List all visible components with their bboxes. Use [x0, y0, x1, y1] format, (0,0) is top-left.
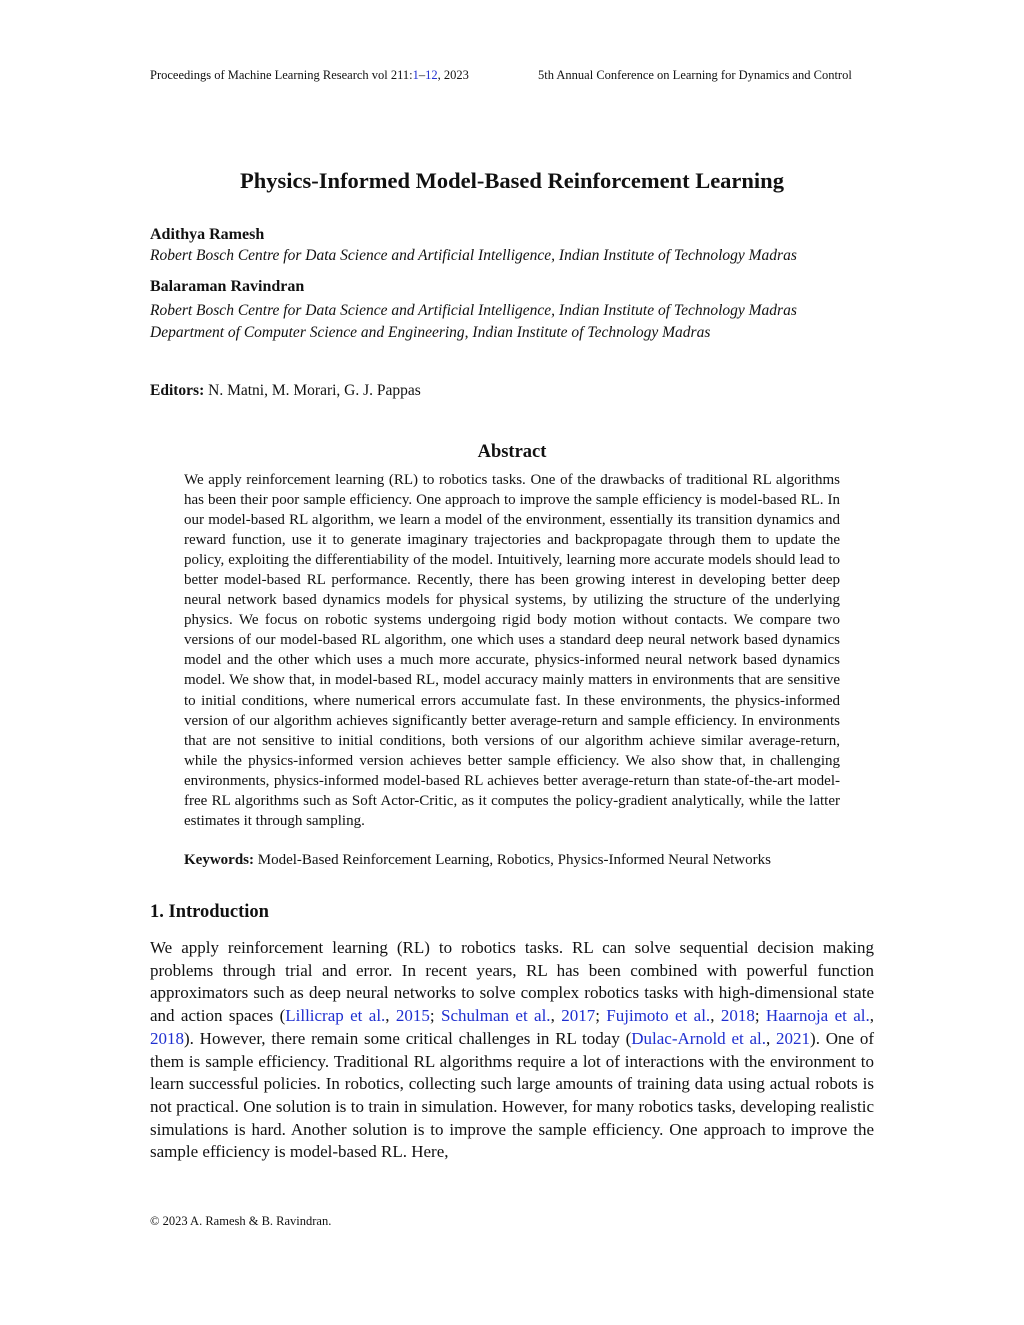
copyright-footer: © 2023 A. Ramesh & B. Ravindran. [150, 1214, 332, 1228]
author-name: Balaraman Ravindran [150, 278, 305, 295]
keywords-line: Keywords: Model-Based Reinforcement Learning, Robotics, Physics-Informed Neural Networks [184, 852, 771, 868]
citation-link[interactable]: Fujimoto et al. [606, 1006, 711, 1026]
citation-year-link[interactable]: 2017 [561, 1006, 596, 1026]
abstract-body: We apply reinforcement learning (RL) to robotics tasks. One of the drawbacks of traditional RL algorithms has been their poor sample efficiency. One approach to improve the sample efficiency is model-based RL. In our model-based RL algorithm, we learn a model of the environment, essentially its transition dynamics and reward function, use it to generate imaginary trajectories and backpropagate through them to update the policy, exploiting the differentiability of the model. Intuitively, learning more accurate models should lead to better model-based RL performance. Recently, there has been growing interest in developing better deep neural network based dynamics models for physical systems, by utilizing the structure of the underlying physics. We focus on robotic systems undergoing rigid body motion without contacts. We compare two versions of our model-based RL algorithm, one which uses a standard deep neural network based dynamics model and the other which uses a much more accurate, physics-informed neural network based dynamics model. We show that, in model-based RL, model accuracy mainly matters in environments that are sensitive to initial conditions, where numerical errors accumulate fast. In these environments, the physics-informed version of our algorithm achieves significantly better average-return and sample efficiency. In environments that are not sensitive to initial conditions, both versions of our algorithm achieve similar average-return, while the physics-informed version achieves better sample efficiency. We also show that, in challenging environments, physics-informed model-based RL achieves better average-return than state-of-the-art model-free RL algorithms such as Soft Actor-Critic, as it computes the policy-gradient analytically, while the latter estimates it through sampling. [184, 472, 840, 829]
introduction-paragraph: We apply reinforcement learning (RL) to robotics tasks. RL can solve sequential decision making problems through trial and error. In recent years, RL has been combined with powerful function approximators such as deep neural networks to solve complex robotics tasks with high-dimensional state and action spaces (Lillicrap et al., 2015; Schulman et al., 2017; Fujimoto et al., 2018; Haarnoja et al., 2018). However, there remain some critical challenges in RL today (Dulac-Arnold et al., 2021). One of them is sample efficiency. Traditional RL algorithms require a lot of interactions with the environment to learn successful policies. In robotics, collecting such large amounts of training data using actual robots is not practical. One solution is to train in simulation. However, for many robotics tasks, developing realistic simulations is hard. Another solution is to improve the sample efficiency. One approach to improve the sample efficiency is model-based RL. Here, [150, 938, 875, 1162]
editors-line: Editors: N. Matni, M. Morari, G. J. Pappas [150, 382, 421, 399]
page-range-end-link[interactable]: 12 [425, 68, 438, 82]
citation-link[interactable]: Schulman et al. [441, 1006, 551, 1026]
author-affiliation: Robert Bosch Centre for Data Science and Artificial Intelligence, Indian Institute of Technology Madras [150, 247, 797, 264]
paper-title: Physics-Informed Model-Based Reinforcement Learning [240, 168, 784, 193]
citation-year-link[interactable]: 2018 [150, 1028, 184, 1048]
citation-link[interactable]: Dulac-Arnold et al. [631, 1028, 767, 1048]
abstract-heading: Abstract [477, 442, 547, 462]
keywords-list: Model-Based Reinforcement Learning, Robotics, Physics-Informed Neural Networks [257, 852, 771, 868]
author-name: Adithya Ramesh [150, 226, 265, 243]
author-affiliation: Department of Computer Science and Engineering, Indian Institute of Technology Madras [150, 324, 711, 341]
editors-names: N. Matni, M. Morari, G. J. Pappas [208, 382, 421, 399]
citation-year-link[interactable]: 2021 [776, 1028, 811, 1048]
citation-link[interactable]: Lillicrap et al. [285, 1006, 386, 1026]
author-affiliation: Robert Bosch Centre for Data Science and Artificial Intelligence, Indian Institute of Technology Madras [150, 302, 797, 319]
page-range-start-link[interactable]: 1 [412, 68, 419, 82]
citation-year-link[interactable]: 2018 [720, 1006, 755, 1026]
header-conference: 5th Annual Conference on Learning for Dynamics and Control [538, 68, 852, 82]
section-heading-introduction: 1. Introduction [150, 902, 269, 922]
header-journal: Proceedings of Machine Learning Research vol 211:1–12, 2023 [150, 68, 469, 82]
citation-year-link[interactable]: 2015 [395, 1006, 430, 1026]
citation-link[interactable]: Haarnoja et al. [765, 1006, 870, 1026]
